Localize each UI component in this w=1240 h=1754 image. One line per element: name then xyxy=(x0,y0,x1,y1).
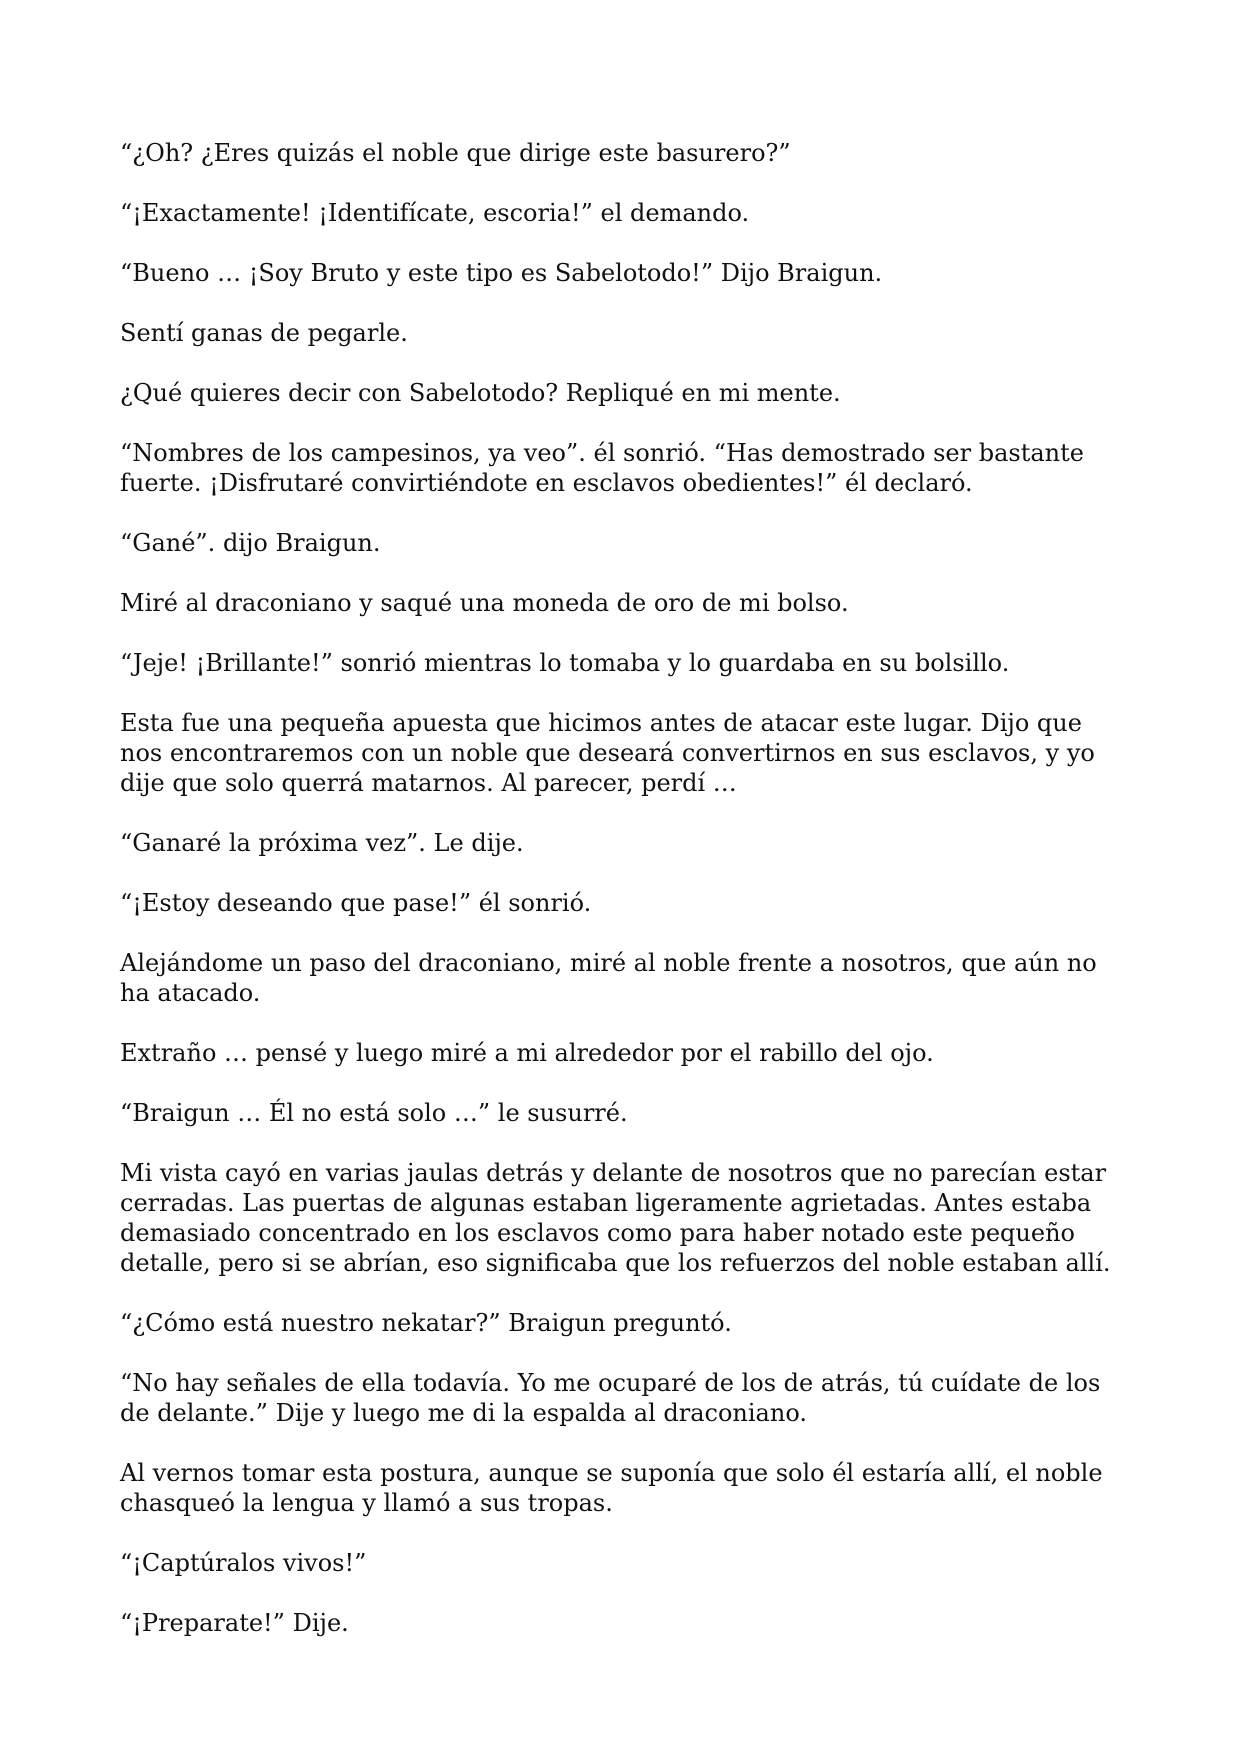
paragraph: ¿Qué quieres decir con Sabelotodo? Repliqué en mi mente. xyxy=(120,379,841,407)
paragraph: Sentí ganas de pegarle. xyxy=(120,319,408,347)
paragraph: “¡Captúralos vivos!” xyxy=(120,1549,367,1577)
paragraph: “¡Exactamente! ¡Identifícate, escoria!” el demando. xyxy=(120,199,750,227)
paragraph: “¿Cómo está nuestro nekatar?” Braigun preguntó. xyxy=(120,1309,732,1337)
paragraph: Al vernos tomar esta postura, aunque se suponía que solo él estaría allí, el noble chasqueó la lengua y llamó a sus tropas. xyxy=(120,1459,1103,1517)
paragraph: “Nombres de los campesinos, ya veo”. él sonrió. “Has demostrado ser bastante fuerte. ¡Disfrutaré convirtiéndote en esclavos obedientes!” él declaró. xyxy=(120,439,1084,497)
paragraph: “No hay señales de ella todavía. Yo me ocuparé de los de atrás, tú cuídate de los de delante.” Dije y luego me di la espalda al draconiano. xyxy=(120,1369,1101,1427)
paragraph: “Braigun … Él no está solo …” le susurré. xyxy=(120,1099,628,1127)
paragraph: Miré al draconiano y saqué una moneda de oro de mi bolso. xyxy=(120,589,849,617)
paragraph: Alejándome un paso del draconiano, miré al noble frente a nosotros, que aún no ha atacado. xyxy=(120,949,1097,1007)
paragraph: “Ganaré la próxima vez”. Le dije. xyxy=(120,829,524,857)
paragraph: Extraño … pensé y luego miré a mi alrededor por el rabillo del ojo. xyxy=(120,1039,934,1067)
paragraph: Esta fue una pequeña apuesta que hicimos antes de atacar este lugar. Dijo que nos encontraremos con un noble que deseará convertirnos en sus esclavos, y yo dije que solo querrá matarnos. Al parecer, perdí … xyxy=(120,709,1095,797)
paragraph: Mi vista cayó en varias jaulas detrás y delante de nosotros que no parecían estar cerradas. Las puertas de algunas estaban ligeramente agrietadas. Antes estaba demasiado concentrado en los esclavos como para haber notado este pequeño detalle, pero si se abrían, eso significaba que los refuerzos del noble estaban allí. xyxy=(120,1159,1111,1277)
paragraph: “¿Oh? ¿Eres quizás el noble que dirige este basurero?” xyxy=(120,139,791,167)
paragraph: “Gané”. dijo Braigun. xyxy=(120,529,381,557)
paragraph: “¡Preparate!” Dije. xyxy=(120,1609,349,1637)
paragraph: “¡Estoy deseando que pase!” él sonrió. xyxy=(120,889,592,917)
paragraph: “Jeje! ¡Brillante!” sonrió mientras lo tomaba y lo guardaba en su bolsillo. xyxy=(120,649,1010,677)
paragraph: “Bueno … ¡Soy Bruto y este tipo es Sabelotodo!” Dijo Braigun. xyxy=(120,259,883,287)
